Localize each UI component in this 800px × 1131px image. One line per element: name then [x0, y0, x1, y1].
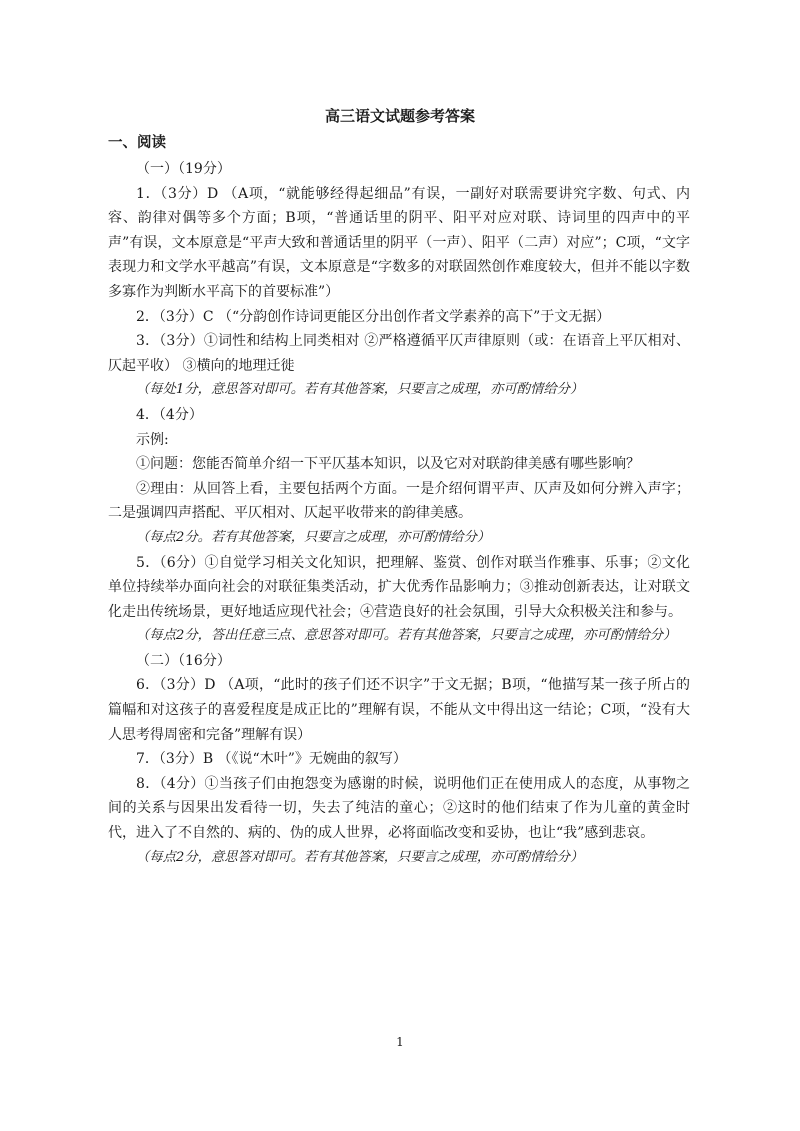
scoring-note-q3: （每处1分，意思答对即可。若有其他答案，只要言之成理，亦可酌情给分）: [136, 382, 584, 398]
answer-q4-question: ①问题：您能否简单介绍一下平仄基本知识，以及它对对联韵律美感有哪些影响？: [136, 456, 640, 473]
answer-q8: 8．（4分）①当孩子们由抱怨变为感谢的时候，说明他们正在使用成人的态度，从事物之间的关系与因果出发看待一切，失去了纯洁的童心；②这时的他们结束了作为儿童的黄金时代，进入了不自然的、病的、伪的成人世界，必将面临改变和妥协，也让“我”感到悲哀。: [108, 775, 690, 842]
page-number: 1: [396, 1035, 404, 1049]
answer-q4-example-label: 示例:: [136, 431, 169, 448]
answer-q7: 7．（3分）B （《说“木叶”》无婉曲的叙写）: [136, 751, 407, 768]
answer-q4-heading: 4．（4分）: [136, 406, 203, 423]
scoring-note-q5: （每点2分，答出任意三点、意思答对即可。若有其他答案，只要言之成理，亦可酌情给分）: [136, 628, 677, 644]
answer-q6: 6．（3分）D （A项，“此时的孩子们还不识字”于文无据；B项，“他描写某一孩子所占的篇幅和对这孩子的喜爱程度是成正比的”理解有误，不能从文中得出这一结论；C项，“没有大人思考得周密和完备”理解有误）: [108, 677, 690, 743]
page-title: 高三语文试题参考答案: [324, 107, 475, 125]
answer-q4-reason: ②理由：从回答上看，主要包括两个方面。一是介绍何谓平声、仄声及如何分辨入声字；二是强调四声搭配、平仄相对、仄起平收带来的韵律美感。: [108, 480, 690, 522]
part-one-heading: （一）（19分）: [136, 161, 231, 177]
answer-q2: 2．（3分）C （“分韵创作诗词更能区分出创作者文学素养的高下”于文无据）: [136, 308, 611, 325]
answer-body: [108, 157, 690, 870]
section-heading-reading: 一、阅读: [108, 135, 166, 151]
part-two-heading: （二）（16分）: [136, 652, 231, 669]
answer-q1: 1．（3分）D （A项，“就能够经得起细品”有误，一副好对联需要讲究字数、句式、内容、韵律对偶等多个方面；B项，“普通话里的阴平、阳平对应对联、诗词里的四声中的平声”有误，文本原意是“平声大致和普通话里的阴平（一声）、阳平（二声）对应”；C项，“文字表现力和文学水平越高”有误，文本原意是“字数多的对联固然创作难度较大，但并不能以字数多寡作为判断水平高下的首要标准”）: [108, 185, 690, 300]
answer-q5: 5．（6分）①自觉学习相关文化知识，把理解、鉴赏、创作对联当作雅事、乐事；②文化单位持续举办面向社会的对联征集类活动，扩大优秀作品影响力；③推动创新表达，让对联文化走出传统场景，更好地适应现代社会；④营造良好的社会氛围，引导大众积极关注和参与。: [108, 554, 690, 620]
answer-q3: 3．（3分）①词性和结构上同类相对 ②严格遵循平仄声律原则（或：在语音上平仄相对、仄起平收） ③横向的地理迁徙: [108, 333, 690, 374]
scoring-note-q8: （每点2分，意思答对即可。若有其他答案，只要言之成理，亦可酌情给分）: [136, 849, 584, 865]
scoring-note-q4: （每点2分。若有其他答案，只要言之成理，亦可酌情给分）: [136, 529, 491, 545]
